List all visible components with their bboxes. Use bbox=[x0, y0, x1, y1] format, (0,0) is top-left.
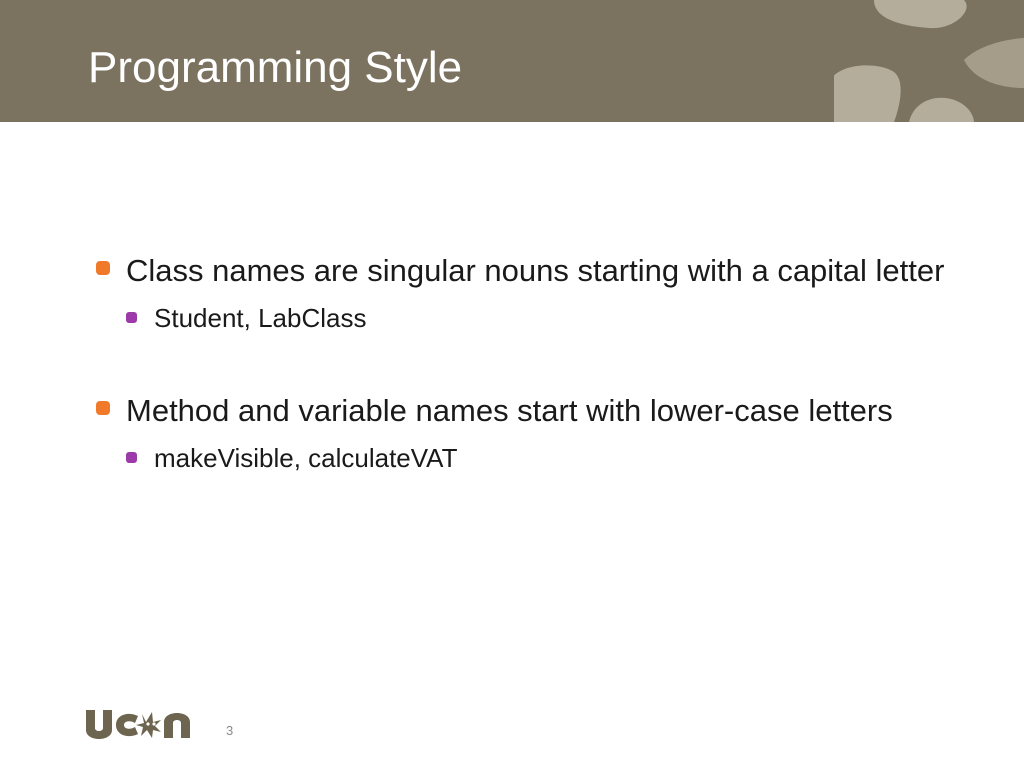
bullet-text: Method and variable names start with lower-case letters bbox=[126, 393, 893, 428]
sub-bullet-text: Student, LabClass bbox=[154, 303, 367, 333]
slide-title: Programming Style bbox=[88, 43, 463, 92]
bullet-text: Class names are singular nouns starting with a capital letter bbox=[126, 253, 945, 288]
bullet-item bbox=[96, 388, 946, 434]
decorative-shapes-icon bbox=[834, 0, 1024, 122]
sub-bullet-marker-icon bbox=[126, 452, 137, 463]
bullet-item bbox=[96, 248, 946, 294]
sub-bullet-marker-icon bbox=[126, 312, 137, 323]
sub-bullet-item bbox=[126, 438, 946, 478]
bullet-marker-icon bbox=[96, 401, 110, 415]
bullet-marker-icon bbox=[96, 261, 110, 275]
slide-content bbox=[96, 248, 946, 478]
slide-header bbox=[0, 0, 1024, 122]
page-number: 3 bbox=[226, 723, 234, 738]
sub-bullet-item bbox=[126, 298, 946, 338]
sub-bullet-text: makeVisible, calculateVAT bbox=[154, 443, 458, 473]
ucn-logo-icon bbox=[86, 708, 190, 740]
